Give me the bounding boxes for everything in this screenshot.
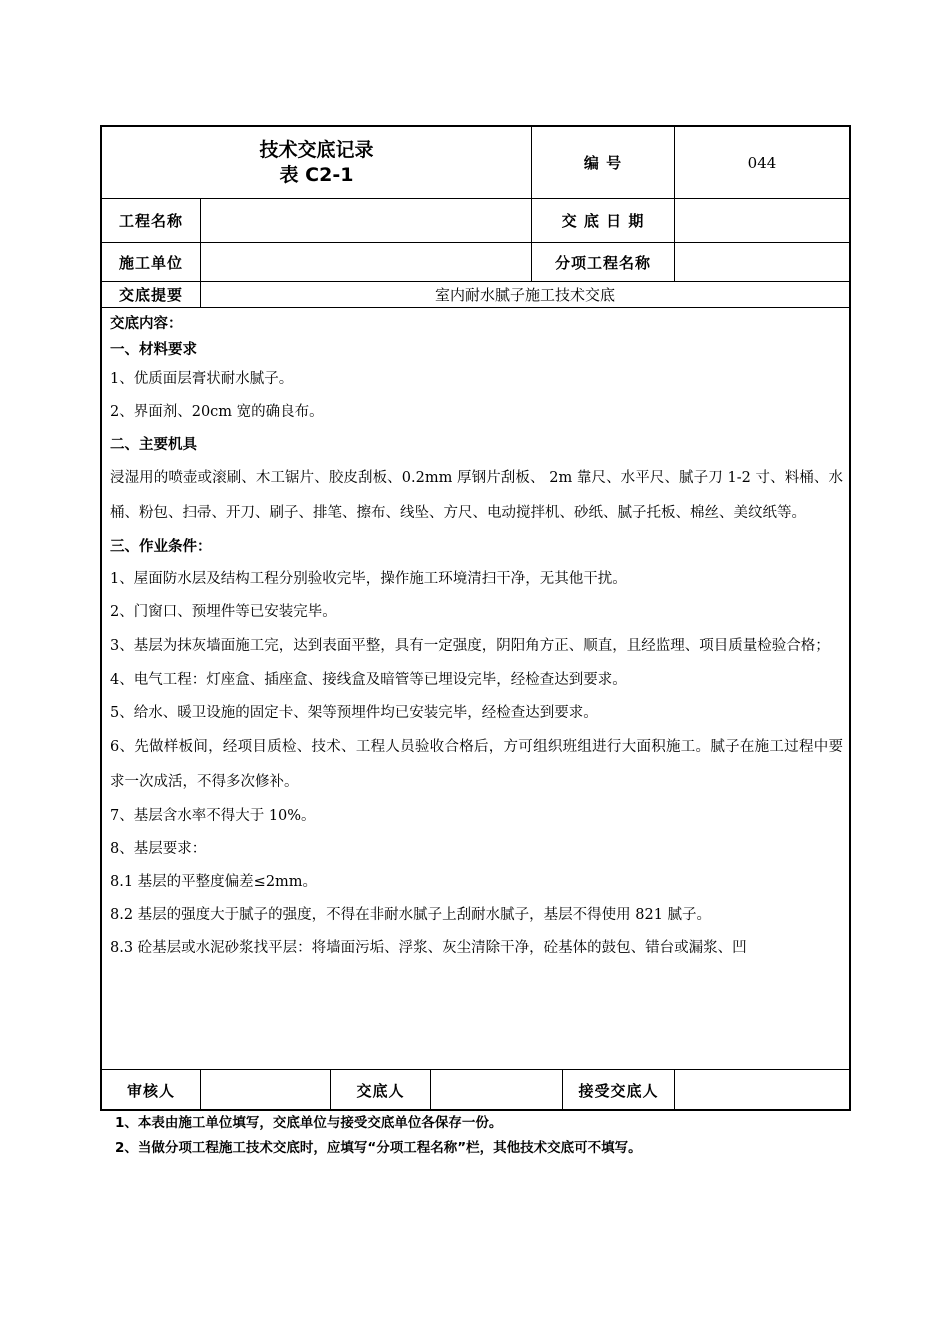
- condition-item: 4、电气工程：灯座盒、插座盒、接线盒及暗管等已埋设完毕，经检查达到要求。: [110, 672, 627, 688]
- discloser-field[interactable]: [431, 1070, 562, 1110]
- project-name-field[interactable]: [201, 199, 531, 242]
- discloser-label: 交底人: [356, 1081, 405, 1100]
- number-label: 编 号: [583, 154, 623, 172]
- contractor-field[interactable]: [201, 243, 531, 281]
- section-materials-title: 一、材料要求: [110, 342, 197, 358]
- reviewer-label: 审核人: [126, 1081, 175, 1100]
- material-item: 2、界面剂、20cm 宽的确良布。: [110, 404, 324, 420]
- subitem-label: 分项工程名称: [554, 253, 651, 272]
- date-field[interactable]: [675, 199, 849, 242]
- form-code: 表 C2-1: [279, 163, 354, 186]
- condition-item: 8.2 基层的强度大于腻子的强度，不得在非耐水腻子上刮耐水腻子，基层不得使用 821 腻子。: [110, 907, 712, 923]
- note-item: 2、当做分项工程施工技术交底时，应填写“分项工程名称”栏，其他技术交底可不填写。: [115, 1140, 642, 1156]
- date-label: 交 底 日 期: [561, 212, 645, 230]
- form-title: [102, 127, 531, 198]
- summary-label: 交底提要: [118, 286, 183, 304]
- content-label: 交底内容：: [110, 316, 183, 332]
- reviewer-field[interactable]: [201, 1070, 330, 1110]
- section-tools-title: 二、主要机具: [110, 437, 197, 453]
- note-item: 1、本表由施工单位填写，交底单位与接受交底单位各保存一份。: [115, 1115, 503, 1131]
- subitem-field[interactable]: [675, 243, 849, 281]
- condition-item: 1、屋面防水层及结构工程分别验收完毕，操作施工环境清扫干净，无其他干扰。: [110, 571, 627, 587]
- disclosure-form: [100, 125, 851, 1111]
- number-value[interactable]: 044: [747, 153, 777, 172]
- material-item: 1、优质面层膏状耐水腻子。: [110, 371, 294, 387]
- condition-item: 7、基层含水率不得大于 10%。: [110, 808, 316, 824]
- summary-value[interactable]: 室内耐水腻子施工技术交底: [434, 286, 615, 304]
- form-notes: [115, 1111, 835, 1161]
- rule: [102, 307, 849, 308]
- section-conditions-title: 三、作业条件：: [110, 539, 212, 555]
- form-title-text: 技术交底记录: [259, 138, 374, 161]
- condition-item: 3、基层为抹灰墙面施工完，达到表面平整，具有一定强度，阴阳角方正、顺直，且经监理、项目质量检验合格；: [110, 638, 830, 654]
- receiver-label: 接受交底人: [578, 1081, 659, 1100]
- condition-item: 5、给水、暖卫设施的固定卡、架等预埋件均已安装完毕，经检查达到要求。: [110, 705, 598, 721]
- condition-item: 8.3 砼基层或水泥砂浆找平层：将墙面污垢、浮浆、灰尘清除干净，砼基体的鼓包、错台或漏浆、凹: [110, 940, 747, 956]
- condition-item: 8.1 基层的平整度偏差≤2mm。: [110, 874, 318, 890]
- tools-paragraph: 浸湿用的喷壶或滚刷、木工锯片、胶皮刮板、0.2mm 厚钢片刮板、 2m 靠尺、水平尺、腻子刀 1-2 寸、料桶、水桶、粉包、扫帚、开刀、刷子、排笔、擦布、线坠、方尺、电动搅拌机、砂纸、腻子托板、棉丝、美纹纸等。: [110, 470, 843, 521]
- condition-item: 6、先做样板间，经项目质检、技术、工程人员验收合格后，方可组织班组进行大面积施工。腻子在施工过程中要求一次成活，不得多次修补。: [110, 739, 843, 790]
- receiver-field[interactable]: [675, 1070, 849, 1110]
- project-name-label: 工程名称: [118, 212, 183, 230]
- condition-item: 8、基层要求：: [110, 841, 207, 857]
- contractor-label: 施工单位: [118, 253, 183, 272]
- condition-item: 2、门窗口、预埋件等已安装完毕。: [110, 604, 337, 620]
- disclosure-content: [110, 311, 843, 1049]
